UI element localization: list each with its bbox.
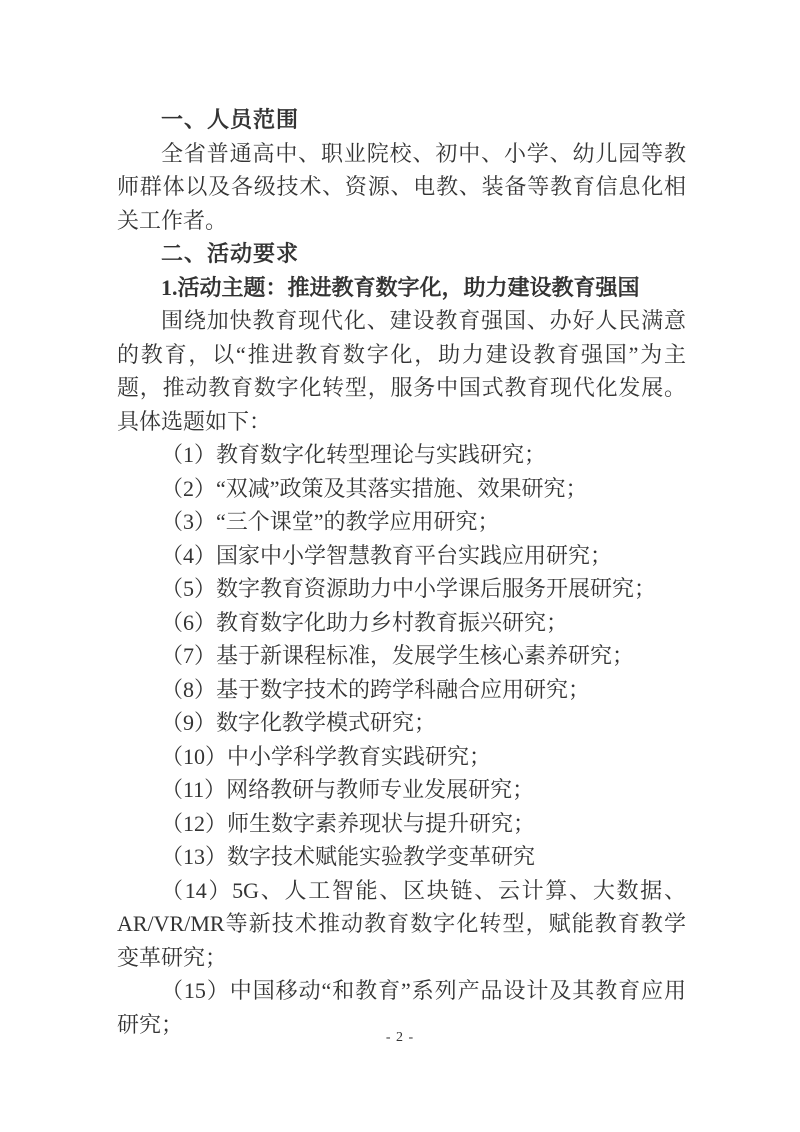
section-heading-personnel-scope: 一、人员范围 [161,107,300,132]
page-number: - 2 - [385,1030,415,1045]
topic-item-5: （5）数字教育资源助力中小学课后服务开展研究； [161,576,657,601]
paragraph-personnel-scope: 全省普通高中、职业院校、初中、小学、幼儿园等教师群体以及各级技术、资源、电教、装备等教育信息化相关工作者。 [117,140,686,233]
topic-item-12: （12）师生数字素养现状与提升研究； [161,810,536,836]
section-heading-activity-requirements: 二、活动要求 [161,241,300,266]
topic-item-15: （15）中国移动“和教育”系列产品设计及其教育应用研究； [117,978,686,1037]
topic-item-11: （11）网络教研与教师专业发展研究； [161,777,535,802]
topic-item-2: （2）“双减”政策及其落实措施、效果研究； [161,475,588,501]
topic-item-4: （4）国家中小学智慧教育平台实践应用研究； [161,542,613,568]
topic-item-6: （6）教育数字化助力乡村教育振兴研究； [161,609,569,635]
topic-item-9: （9）数字化教学模式研究； [161,710,437,735]
paragraph-activity-theme-intro: 围绕加快教育现代化、建设教育强国、办好人民满意的教育，以“推进教育数字化，助力建设教育强国”为主题，推动教育数字化转型，服务中国式教育现代化发展。具体选题如下： [117,308,686,434]
topic-item-3: （3）“三个课堂”的教学应用研究； [161,509,500,534]
subheading-activity-theme: 1.活动主题：推进教育数字化，助力建设教育强国 [161,274,640,300]
topic-item-14: （14）5G、人工智能、区块链、云计算、大数据、AR/VR/MR等新技术推动教育数字化转型，赋能教育教学变革研究； [117,877,686,970]
topic-item-10: （10）中小学科学教育实践研究； [161,743,492,769]
topic-item-8: （8）基于数字技术的跨学科融合应用研究； [161,676,591,702]
document-body [117,103,686,1041]
topic-item-7: （7）基于新课程标准，发展学生核心素养研究； [161,643,635,668]
topic-item-1: （1）教育数字化转型理论与实践研究； [161,442,547,467]
topic-item-13: （13）数字技术赋能实验教学变革研究 [161,844,536,869]
